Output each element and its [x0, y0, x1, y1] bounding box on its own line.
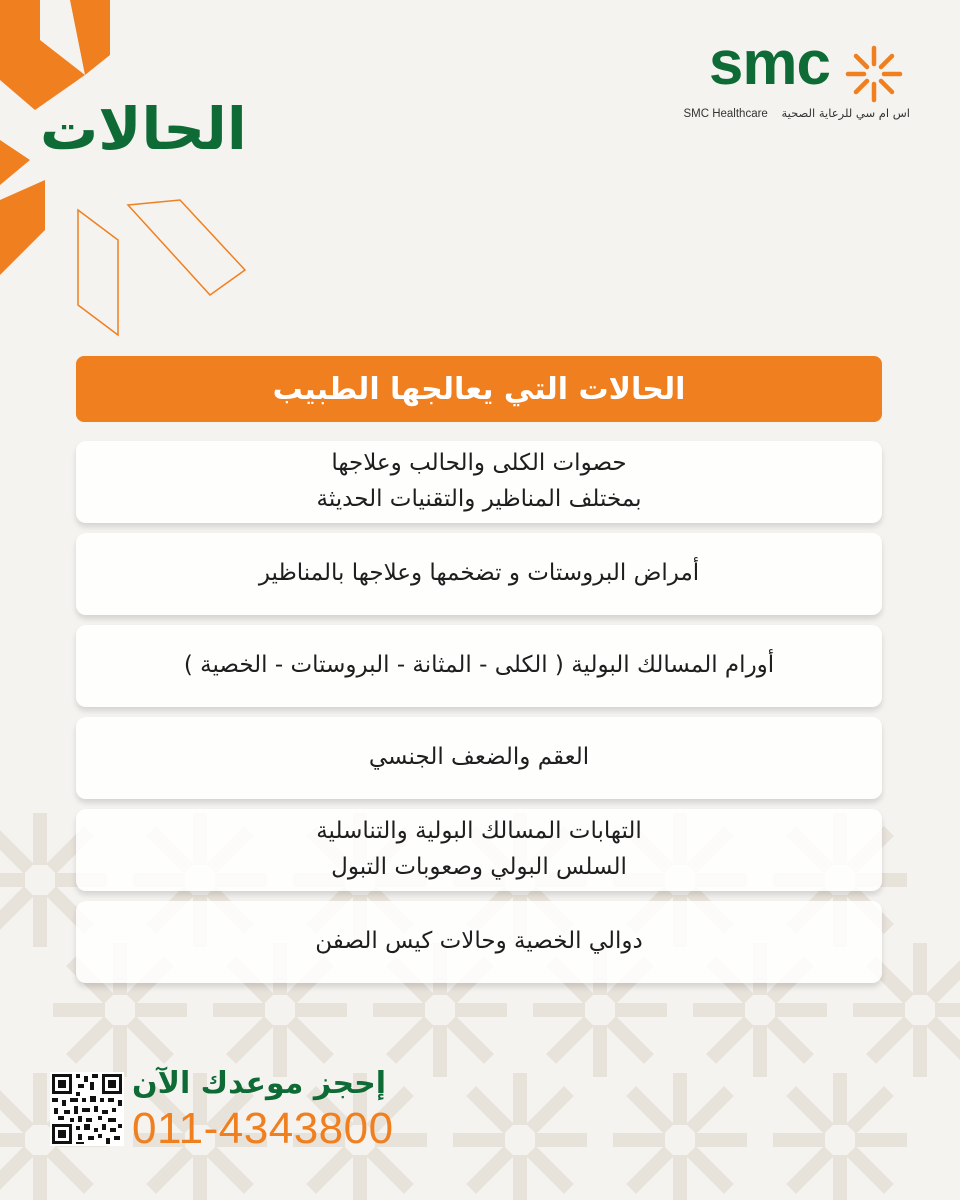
logo-wordmark: smc	[708, 29, 830, 98]
list-item-line: حصوات الكلى والحالب وعلاجها	[331, 450, 627, 477]
list-item-line: السلس البولي وصعوبات التبول	[331, 854, 627, 880]
list-item	[76, 809, 882, 891]
list-item	[76, 717, 882, 799]
section-header: الحالات التي يعالجها الطبيب	[76, 356, 882, 422]
logo-tagline	[683, 106, 910, 120]
smc-star-logo-icon	[844, 44, 904, 104]
list-item-line: أمراض البروستات و تضخمها وعلاجها بالمناظير	[258, 560, 700, 587]
book-appointment-cta: إحجز موعدك الآن	[132, 1066, 387, 1101]
list-item	[76, 533, 882, 615]
list-item-line: أورام المسالك البولية ( الكلى - المثانة - البروستات - الخصية )	[183, 652, 775, 679]
smc-logo	[660, 29, 910, 130]
list-item-line: بمختلف المناظير والتقنيات الحديثة	[316, 486, 642, 512]
decorative-orange-shapes	[0, 0, 260, 350]
list-item-line: دوالي الخصية وحالات كيس الصفن	[315, 928, 643, 955]
list-item	[76, 625, 882, 707]
list-item	[76, 901, 882, 983]
list-item	[76, 441, 882, 523]
qr-code-icon[interactable]	[50, 1072, 124, 1146]
list-item-line: العقم والضعف الجنسي	[368, 744, 590, 771]
phone-number[interactable]: 011-4343800	[132, 1104, 394, 1153]
conditions-list	[76, 441, 882, 993]
logo-tagline-ar: اس ام سي للرعاية الصحية	[781, 106, 910, 120]
logo-tagline-en: SMC Healthcare	[683, 108, 768, 120]
list-item-line: التهابات المسالك البولية والتناسلية	[316, 818, 642, 845]
page-title: الحالات	[40, 95, 247, 163]
